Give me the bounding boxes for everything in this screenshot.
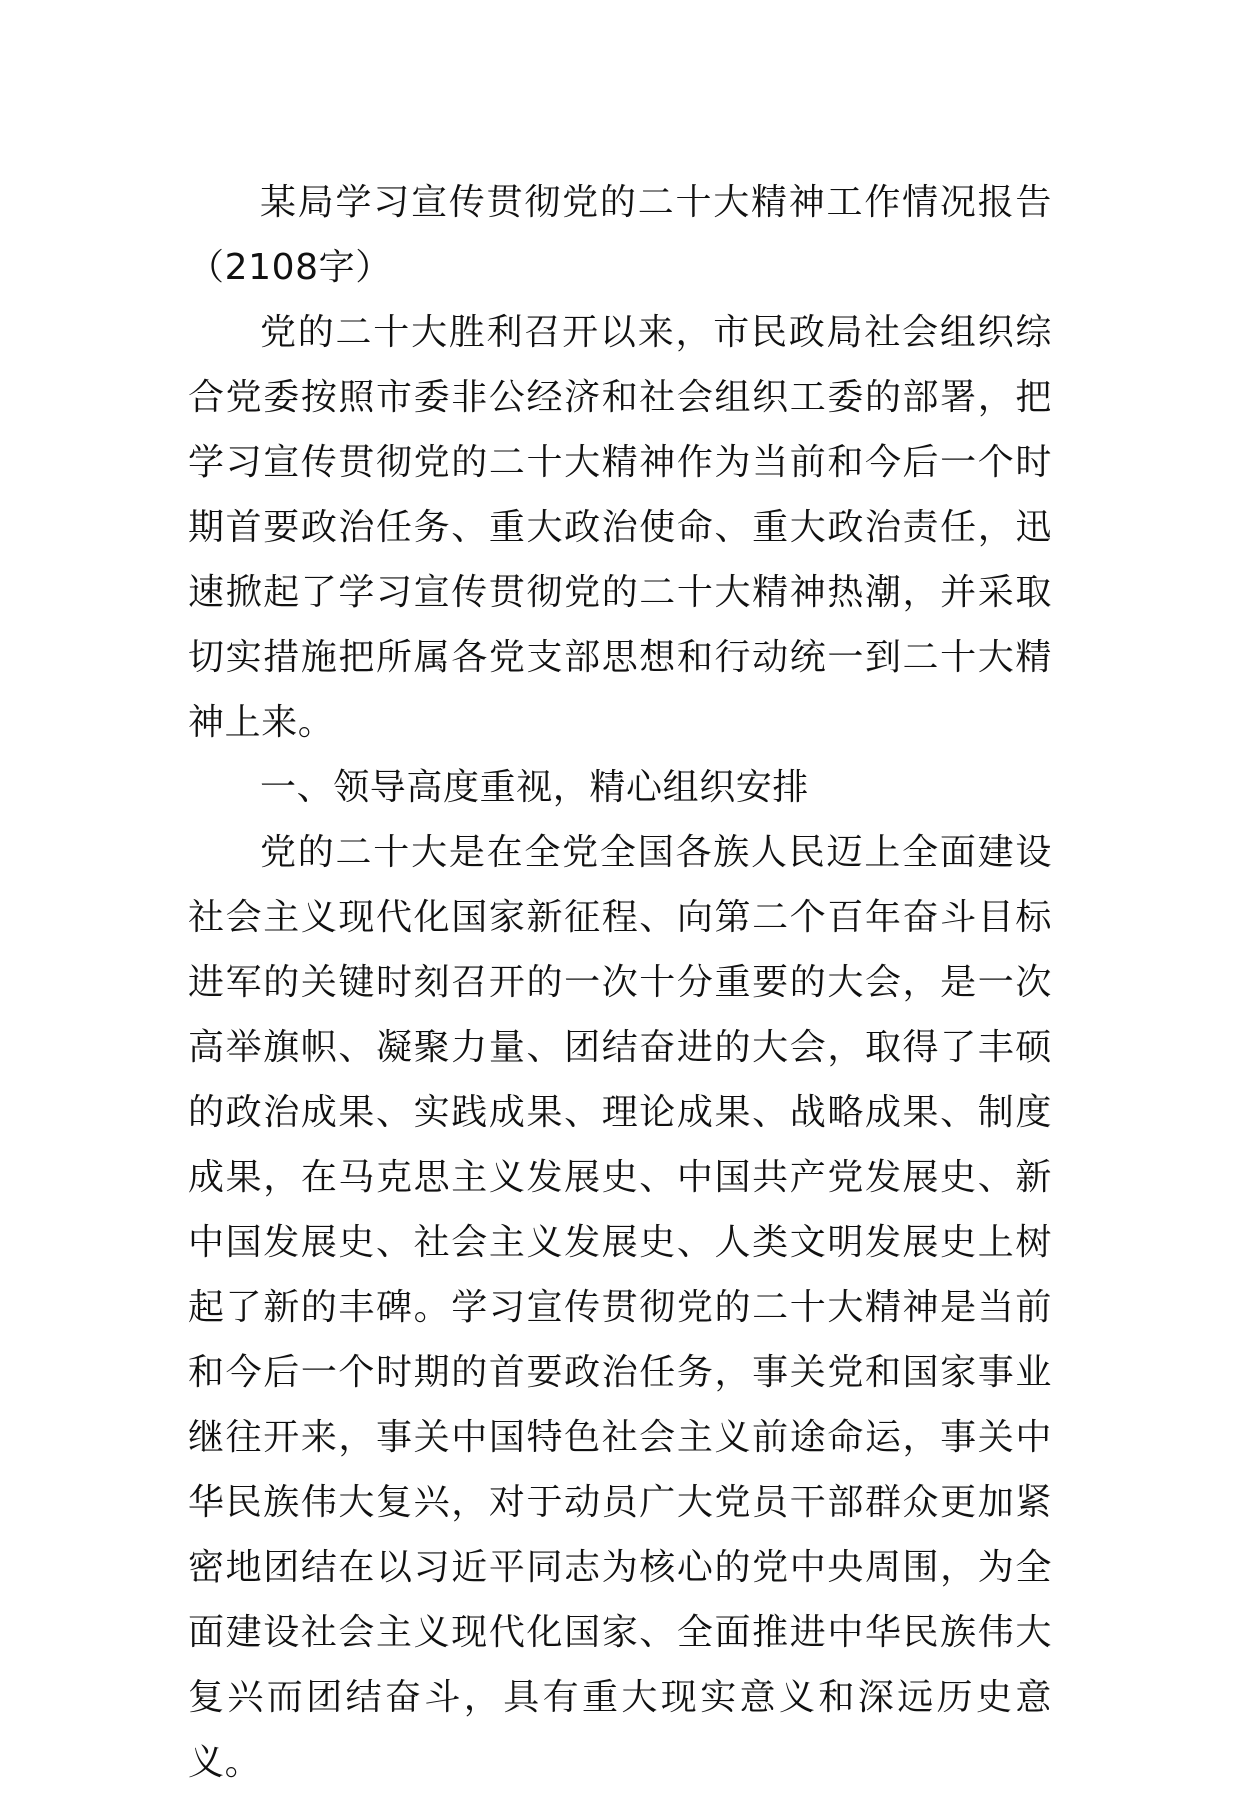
- document-page: [188, 170, 1052, 1795]
- section-heading-1: 一、领导高度重视，精心组织安排: [260, 767, 810, 808]
- document-title: 某局学习宣传贯彻党的二十大精神工作情况报告（2108字）: [188, 182, 1052, 288]
- paragraph-body: 党的二十大是在全党全国各族人民迈上全面建设社会主义现代化国家新征程、向第二个百年奋斗目标进军的关键时刻召开的一次十分重要的大会，是一次高举旗帜、凝聚力量、团结奋进的大会，取得了丰硕的政治成果、实践成果、理论成果、战略成果、制度成果，在马克思主义发展史、中国共产党发展史、新中国发展史、社会主义发展史、人类文明发展史上树起了新的丰碑。学习宣传贯彻党的二十大精神是当前和今后一个时期的首要政治任务，事关党和国家事业继往开来，事关中国特色社会主义前途命运，事关中华民族伟大复兴，对于动员广大党员干部群众更加紧密地团结在以习近平同志为核心的党中央周围，为全面建设社会主义现代化国家、全面推进中华民族伟大复兴而团结奋斗，具有重大现实意义和深远历史意义。: [188, 832, 1052, 1783]
- paragraph-intro: 党的二十大胜利召开以来，市民政局社会组织综合党委按照市委非公经济和社会组织工委的部署，把学习宣传贯彻党的二十大精神作为当前和今后一个时期首要政治任务、重大政治使命、重大政治责任，迅速掀起了学习宣传贯彻党的二十大精神热潮，并采取切实措施把所属各党支部思想和行动统一到二十大精神上来。: [188, 312, 1052, 743]
